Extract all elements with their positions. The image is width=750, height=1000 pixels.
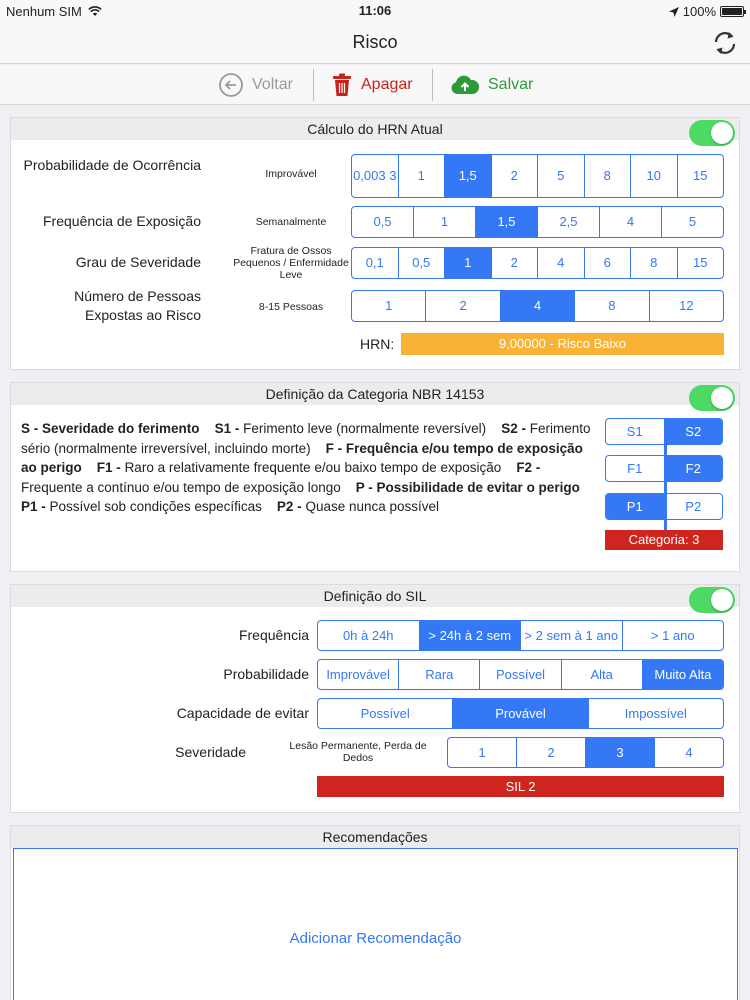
p1-key: P1 -: [21, 499, 46, 514]
clock: 11:06: [358, 3, 392, 18]
sil-frequencia-segmented: [317, 620, 724, 651]
segment-option[interactable]: 4: [537, 248, 584, 278]
segment-option[interactable]: Muito Alta: [642, 660, 723, 689]
p-segmented: [605, 493, 723, 520]
segment-option[interactable]: 3: [585, 738, 654, 767]
segment-option[interactable]: 5: [537, 155, 584, 197]
segment-option[interactable]: S2: [664, 419, 723, 444]
s1-text: Ferimento leve (normalmente reversível): [243, 421, 487, 436]
segment-option[interactable]: 1: [413, 207, 475, 237]
delete-button[interactable]: [331, 71, 413, 99]
segment-option[interactable]: 8: [630, 248, 677, 278]
segment-option[interactable]: 1: [398, 155, 445, 197]
segment-option[interactable]: 1,5: [475, 207, 537, 237]
pessoas-label: Número de Pessoas Expostas ao Risco: [74, 288, 201, 323]
frequencia-value: Semanalmente: [255, 216, 327, 228]
segment-option[interactable]: 0,1: [365, 255, 384, 270]
sil-capacidade-segmented: [317, 698, 724, 729]
f1-text: Raro a relativamente frequente e/ou baixo tempo de exposição: [124, 460, 502, 475]
segment-option[interactable]: 0,5: [398, 248, 445, 278]
battery-icon: [720, 6, 744, 17]
save-button[interactable]: [450, 71, 533, 99]
segment-option[interactable]: 0h à 24h: [342, 627, 394, 643]
nav-bar: [0, 22, 750, 64]
sil-probabilidade-segmented: [317, 659, 724, 690]
segment-option[interactable]: Rara: [398, 660, 479, 689]
segment-option[interactable]: 4: [654, 738, 723, 767]
segment-option[interactable]: Improvável: [326, 666, 390, 682]
status-bar: [0, 0, 750, 22]
location-icon: [669, 7, 679, 17]
f-segmented: [605, 455, 723, 482]
categoria-section-title: Definição da Categoria NBR 14153: [11, 383, 739, 405]
sil-capacidade-label: Capacidade de evitar: [176, 705, 309, 721]
segment-option[interactable]: 2: [516, 738, 585, 767]
sil-toggle[interactable]: [689, 587, 735, 613]
segment-option[interactable]: 2,5: [537, 207, 599, 237]
segment-option[interactable]: > 2 sem à 1 ano: [520, 621, 622, 650]
battery-percent: 100%: [682, 4, 716, 19]
hrn-section: [10, 117, 740, 370]
p2-text: Quase nunca possível: [305, 499, 440, 514]
pessoas-segmented: [351, 290, 724, 322]
segment-option[interactable]: 4: [500, 291, 574, 321]
sil-severidade-value: Lesão Permanente, Perda de Dedos: [289, 740, 427, 764]
segment-option[interactable]: Possível: [360, 705, 410, 721]
segment-option[interactable]: 1: [444, 248, 491, 278]
segment-option[interactable]: S1: [626, 423, 643, 439]
s-segmented: [605, 418, 723, 445]
toolbar-divider: [313, 69, 314, 101]
segment-option[interactable]: P2: [664, 494, 723, 519]
segment-option[interactable]: F1: [627, 460, 643, 476]
carrier-label: Nenhum SIM: [6, 4, 82, 19]
hrn-result-bar: 9,00000 - Risco Baixo: [401, 333, 724, 355]
segment-option[interactable]: 8: [574, 291, 648, 321]
save-label: Salvar: [488, 76, 534, 93]
hrn-section-title: Cálculo do HRN Atual: [11, 118, 739, 140]
action-toolbar: [0, 65, 750, 105]
segment-option[interactable]: 6: [584, 248, 631, 278]
segment-option[interactable]: 12: [649, 291, 723, 321]
delete-label: Apagar: [361, 76, 413, 93]
status-right: [669, 4, 744, 19]
pessoas-value: 8-15 Pessoas: [258, 301, 324, 313]
back-arrow-icon: [218, 72, 244, 98]
s-heading: S - Severidade do ferimento: [21, 421, 200, 436]
toggle-knob: [711, 122, 733, 144]
frequencia-label: Frequência de Exposição: [43, 213, 201, 229]
segment-option[interactable]: 0,003 3: [353, 168, 397, 183]
segment-option[interactable]: 2: [425, 291, 499, 321]
sil-section: [10, 584, 740, 813]
segment-option[interactable]: 1,5: [444, 155, 491, 197]
probabilidade-segmented: [351, 154, 724, 198]
categoria-section: [10, 382, 740, 572]
segment-option[interactable]: 4: [599, 207, 661, 237]
probabilidade-value: Improvável: [265, 168, 317, 180]
s2-text: Ferimento sério (normalmente irreversível, incluindo morte): [21, 421, 591, 456]
back-button[interactable]: [218, 71, 293, 99]
sil-frequencia-label: Frequência: [238, 627, 309, 643]
severidade-value: Fratura de Ossos Pequenos / Enfermidade Leve: [233, 245, 349, 281]
refresh-icon[interactable]: [710, 28, 740, 58]
s2-key: S2 -: [501, 421, 526, 436]
sil-severidade-segmented: [447, 737, 724, 768]
add-recommendation-button[interactable]: Adicionar Recomendação: [289, 930, 462, 947]
segment-option[interactable]: 2: [491, 248, 538, 278]
recomendacoes-section-title: Recomendações: [11, 826, 739, 848]
cloud-upload-icon: [450, 74, 480, 96]
segment-option[interactable]: Possível: [479, 660, 560, 689]
segment-option[interactable]: > 24h à 2 sem: [419, 621, 521, 650]
probabilidade-label: Probabilidade de Ocorrência: [23, 157, 201, 173]
categoria-description: [21, 419, 596, 517]
sil-probabilidade-label: Probabilidade: [223, 666, 309, 682]
segment-option[interactable]: 1: [478, 744, 486, 760]
categoria-toggle[interactable]: [689, 385, 735, 411]
sil-result-bar: SIL 2: [317, 776, 724, 797]
recomendacoes-box: [13, 848, 738, 1000]
hrn-result-label: HRN:: [360, 336, 395, 352]
toggle-knob: [711, 589, 733, 611]
segment-option[interactable]: 1: [385, 298, 393, 313]
page-title: Risco: [352, 32, 398, 52]
f2-text: Frequente a contínuo e/ou tempo de exposição longo: [21, 479, 341, 495]
segment-option[interactable]: Provável: [452, 699, 587, 728]
toggle-knob: [711, 387, 733, 409]
p-heading: P - Possibilidade de evitar o perigo: [355, 479, 580, 495]
segment-option[interactable]: 15: [677, 248, 724, 278]
f-heading: F - Frequência e/ou tempo de exposição ao perigo: [21, 440, 583, 475]
segment-option[interactable]: Alta: [561, 660, 642, 689]
segment-option[interactable]: P1: [606, 494, 664, 519]
recomendacoes-section: [10, 825, 740, 1000]
f2-key: F2 -: [516, 460, 541, 475]
f1-key: F1 -: [96, 460, 121, 475]
toolbar-divider: [432, 69, 433, 101]
severidade-segmented: [351, 247, 724, 279]
sil-section-title: Definição do SIL: [11, 585, 739, 607]
trash-icon: [331, 73, 353, 97]
frequencia-segmented: [351, 206, 724, 238]
categoria-result-bar: Categoria: 3: [605, 530, 723, 550]
segment-option[interactable]: 2: [491, 155, 538, 197]
segment-option[interactable]: F2: [664, 456, 723, 481]
p2-key: P2 -: [276, 499, 302, 514]
segment-option[interactable]: 5: [661, 207, 723, 237]
segment-option[interactable]: 15: [677, 155, 724, 197]
segment-option[interactable]: 10: [630, 155, 677, 197]
segment-option[interactable]: Impossível: [588, 699, 723, 728]
sil-severidade-label: Severidade: [175, 744, 246, 760]
severidade-label: Grau de Severidade: [75, 254, 201, 270]
segment-option[interactable]: 0,5: [373, 214, 392, 229]
hrn-toggle[interactable]: [689, 120, 735, 146]
p1-text: Possível sob condições específicas: [49, 499, 262, 514]
segment-option[interactable]: > 1 ano: [622, 621, 724, 650]
s1-key: S1 -: [214, 421, 240, 436]
segment-option[interactable]: 8: [584, 155, 631, 197]
back-label: Voltar: [252, 76, 293, 93]
